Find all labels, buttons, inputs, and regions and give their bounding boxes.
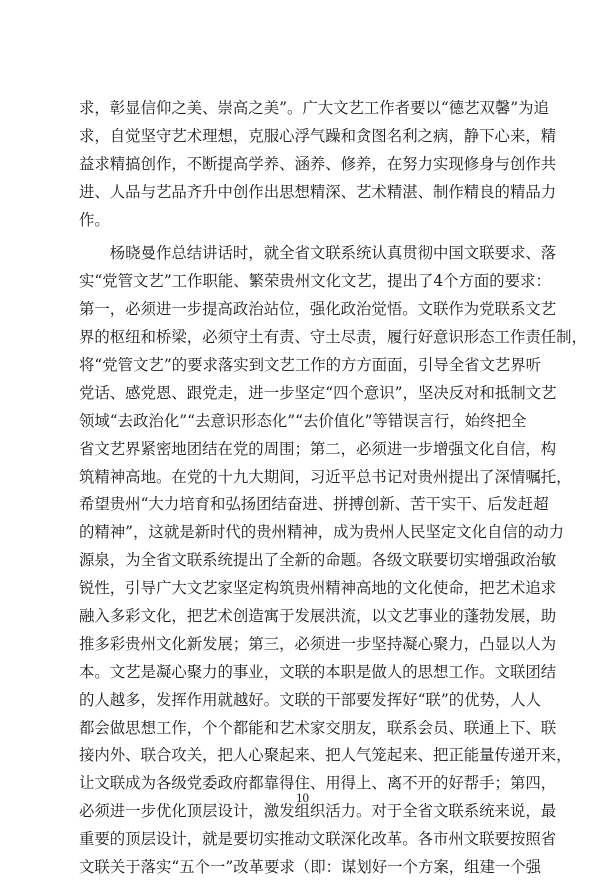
- text-line: 源泉，为全省文联系统提出了全新的命题。各级文联要切实增强政治敏: [79, 551, 557, 570]
- paragraph-1: [79, 95, 557, 234]
- text-line: 本。文艺是凝心聚力的事业，文联的本职是做人的思想工作。文联团结: [79, 662, 557, 681]
- text-line: 筑精神高地。在党的十九大期间，习近平总书记对贵州提出了深情嘱托，: [79, 467, 572, 486]
- text-line: 都会做思想工作，个个都能和艺术家交朋友，联系会员、联通上下、联: [79, 718, 557, 737]
- text-line: 必须进一步优化顶层设计，激发组织活力。对于全省文联系统来说，最: [79, 802, 557, 821]
- text-line: 杨晓曼作总结讲话时，就全省文联系统认真贯彻中国文联要求、落: [79, 244, 557, 263]
- text-line: 融入多彩文化，把艺术创造寓于发展洪流，以文艺事业的蓬勃发展，助: [79, 607, 557, 626]
- text-line: 接内外、联合攻关，把人心聚起来、把人气笼起来、把正能量传递开来，: [79, 746, 572, 765]
- paragraph-2: [79, 240, 587, 881]
- text-line: 求，自觉坚守艺术理想，克服心浮气躁和贪图名利之病，静下心来，精: [79, 126, 557, 145]
- text-line: 的精神”，这就是新时代的贵州精神，成为贵州人民坚定文化自信的动力: [79, 523, 564, 542]
- text-line: 省文艺界紧密地团结在党的周围；第二，必须进一步增强文化自信，构: [79, 439, 557, 458]
- text-line: 第一，必须进一步提高政治站位，强化政治觉悟。文联作为党联系文艺: [79, 300, 557, 319]
- text-line: 进、人品与艺品齐升中创作出思想精深、艺术精湛、制作精良的精品力: [79, 182, 557, 201]
- text-line: 作。: [79, 210, 110, 229]
- text-line: 党话、感党恩、跟党走，进一步坚定“四个意识”，坚决反对和抵制文艺: [79, 383, 557, 402]
- text-line: 将“党管文艺”的要求落实到文艺工作的方方面面，引导全省文艺界听: [79, 356, 542, 375]
- text-line: 的人越多，发挥作用就越好。文联的干部要发挥好“联”的优势，人人: [79, 690, 542, 709]
- text-line: 让文联成为各级党委政府都靠得住、用得上、离不开的好帮手；第四，: [79, 774, 557, 793]
- text-line: 希望贵州“大力培育和弘扬团结奋进、拼搏创新、苦干实干、后发赶超: [79, 495, 549, 514]
- text-line: 益求精搞创作，不断提高学养、涵养、修养，在努力实现修身与创作共: [79, 154, 557, 173]
- text-line: 锐性，引导广大文艺家坚定构筑贵州精神高地的文化使命，把艺术追求: [79, 579, 557, 598]
- text-line: 领域“去政治化”“去意识形态化”“去价值化”等错误言行，始终把全: [79, 411, 527, 430]
- text-line: 重要的顶层设计，就是要切实推动文联深化改革。各市州文联要按照省: [79, 830, 557, 849]
- text-line: 实“党管文艺”工作职能、繁荣贵州文化文艺，提出了4个方面的要求：: [79, 272, 551, 291]
- document-body: [79, 95, 587, 882]
- page-number: 10: [296, 790, 309, 805]
- text-line: 文联关于落实“五个一”改革要求（即：谋划好一个方案，组建一个强: [79, 858, 542, 877]
- text-line: 界的枢纽和桥梁，必须守土有责、守土尽责，履行好意识形态工作责任制，: [79, 328, 587, 347]
- text-line: 推多彩贵州文化新发展；第三，必须进一步坚持凝心聚力，凸显以人为: [79, 634, 557, 653]
- text-line: 求，彰显信仰之美、崇高之美”。广大文艺工作者要以“德艺双馨”为追: [79, 99, 549, 117]
